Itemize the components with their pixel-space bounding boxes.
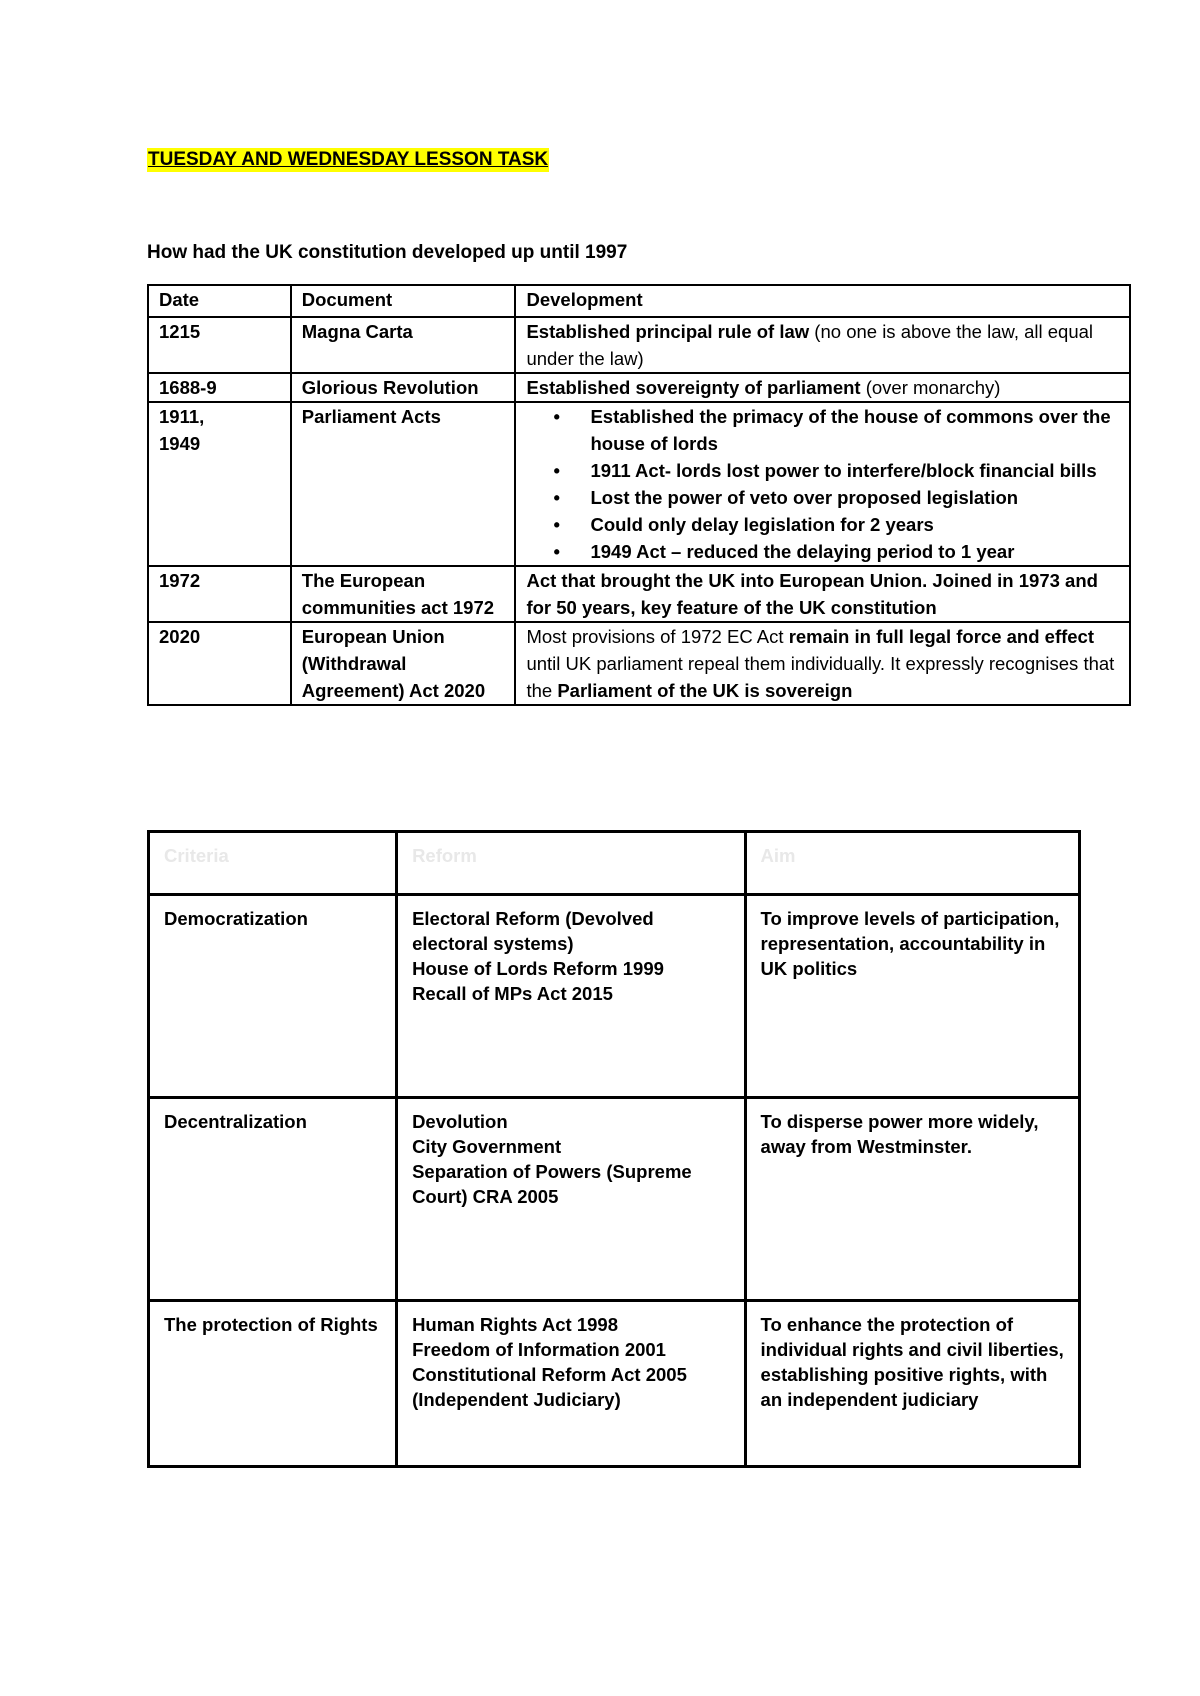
list-item — [553, 403, 1119, 457]
cell-development — [515, 566, 1130, 622]
table-header-row — [148, 285, 1130, 317]
header-criteria: Criteria — [149, 832, 397, 895]
cell-date: 1215 — [148, 317, 291, 373]
cell-aim: To disperse power more widely, away from Westminster. — [745, 1098, 1079, 1301]
list-item — [553, 457, 1119, 484]
development-bold-text: Established sovereignty of parliament — [526, 377, 861, 398]
reform-item: House of Lords Reform 1999 — [412, 958, 664, 979]
list-item-text: Established the primacy of the house of commons over the house of lords — [590, 406, 1111, 454]
development-bullet-list — [526, 403, 1119, 565]
table-row — [149, 1098, 1080, 1301]
cell-development — [515, 317, 1130, 373]
bullet-icon: • — [553, 514, 560, 535]
reform-item: Separation of Powers (Supreme Court) CRA 2005 — [412, 1161, 692, 1207]
reform-item: City Government — [412, 1136, 562, 1157]
table-row — [148, 402, 1130, 566]
cell-date: 2020 — [148, 622, 291, 705]
development-bold-text: Established principal rule of law — [526, 321, 810, 342]
header-development: Development — [515, 285, 1130, 317]
reform-criteria-table — [147, 830, 1081, 1468]
table-row — [149, 1301, 1080, 1467]
cell-date: 1688-9 — [148, 373, 291, 402]
cell-reform — [397, 1098, 745, 1301]
section-heading: How had the UK constitution developed up until 1997 — [147, 242, 628, 263]
table-row — [148, 566, 1130, 622]
development-text: (over monarchy) — [860, 377, 1001, 398]
reform-item: Human Rights Act 1998 — [412, 1314, 619, 1335]
reform-item: Freedom of Information 2001 — [412, 1339, 666, 1360]
cell-document: Glorious Revolution — [291, 373, 516, 402]
cell-development — [515, 373, 1130, 402]
cell-aim: To improve levels of participation, representation, accountability in UK politics — [745, 895, 1079, 1098]
bullet-icon: • — [553, 460, 560, 481]
reform-item: Constitutional Reform Act 2005 (Independent Judiciary) — [412, 1364, 687, 1410]
table-row — [149, 895, 1080, 1098]
cell-date: 1911, 1949 — [148, 402, 291, 566]
bullet-icon: • — [553, 406, 560, 427]
cell-development — [515, 622, 1130, 705]
table-header-row — [149, 832, 1080, 895]
list-item-text: Could only delay legislation for 2 years — [590, 514, 934, 535]
cell-development — [515, 402, 1130, 566]
reform-item: Devolution — [412, 1111, 508, 1132]
list-item-text: Lost the power of veto over proposed legislation — [590, 487, 1019, 508]
bullet-icon: • — [553, 487, 560, 508]
cell-document: The European communities act 1972 — [291, 566, 516, 622]
development-text: Most provisions of 1972 EC Act — [526, 626, 789, 647]
development-text: until UK parliament repeal them individually. It expressly recognises that the — [526, 653, 1115, 701]
bullet-icon: • — [553, 541, 560, 562]
development-text: (no one is above the law, all equal under the law) — [526, 321, 1094, 369]
cell-reform — [397, 895, 745, 1098]
cell-criteria: Democratization — [149, 895, 397, 1098]
header-date: Date — [148, 285, 291, 317]
cell-document: European Union (Withdrawal Agreement) Act 2020 — [291, 622, 516, 705]
page-title: TUESDAY AND WEDNESDAY LESSON TASK — [148, 149, 549, 170]
cell-document: Parliament Acts — [291, 402, 516, 566]
development-bold-text: remain in full legal force and effect — [788, 626, 1095, 647]
cell-criteria: Decentralization — [149, 1098, 397, 1301]
list-item-text: 1911 Act- lords lost power to interfere/block financial bills — [590, 460, 1097, 481]
cell-aim: To enhance the protection of individual rights and civil liberties, establishing positive rights, with an independent judiciary — [745, 1301, 1079, 1467]
reform-item: Recall of MPs Act 2015 — [412, 983, 613, 1004]
cell-document: Magna Carta — [291, 317, 516, 373]
development-bold-text: Parliament of the UK is sovereign — [557, 680, 853, 701]
table-row — [148, 622, 1130, 705]
development-bold-text: Act that brought the UK into European Union. Joined in 1973 and for 50 years, key feature of the UK constitution — [526, 570, 1098, 618]
list-item — [553, 484, 1119, 511]
header-aim: Aim — [745, 832, 1079, 895]
table-row — [148, 317, 1130, 373]
list-item-text: 1949 Act – reduced the delaying period to 1 year — [590, 541, 1015, 562]
list-item — [553, 511, 1119, 538]
reform-item: Electoral Reform (Devolved electoral systems) — [412, 908, 654, 954]
header-reform: Reform — [397, 832, 745, 895]
cell-criteria: The protection of Rights — [149, 1301, 397, 1467]
table-row — [148, 373, 1130, 402]
cell-reform — [397, 1301, 745, 1467]
header-document: Document — [291, 285, 516, 317]
list-item — [553, 538, 1119, 565]
constitution-development-table — [147, 284, 1131, 706]
cell-date: 1972 — [148, 566, 291, 622]
